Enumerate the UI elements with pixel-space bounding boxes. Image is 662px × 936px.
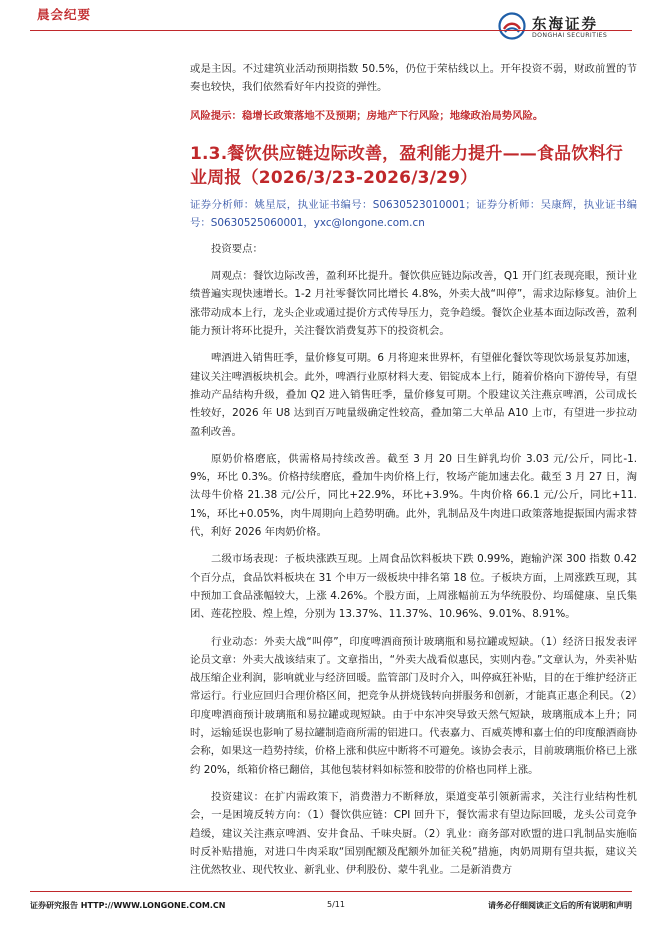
footer-website: 证券研究报告 HTTP://WWW.LONGONE.COM.CN bbox=[30, 901, 226, 910]
section-title: 1.3.餐饮供应链边际改善，盈利能力提升——食品饮料行业周报（2026/3/23-2026/3/29） bbox=[190, 143, 623, 188]
header-divider bbox=[30, 30, 632, 31]
analyst-info: 证券分析师：姚星辰，执业证书编号：S0630523010001；证券分析师：吴康辉，执业证书编号：S0630525060001，yxc@longone.com.cn bbox=[190, 198, 637, 229]
logo-text-cn: 东海证券 bbox=[532, 17, 598, 33]
risk-warning: 风险提示：稳增长政策落地不及预期；房地产下行风险；地缘政治局势风险。 bbox=[190, 109, 544, 122]
logo-text-en: DONGHAI SECURITIES bbox=[532, 32, 608, 39]
page-number: 5/11 bbox=[327, 900, 345, 909]
paragraph-advice: 投资建议：在扩内需政策下，消费潜力不断释放，渠道变革引领新需求，关注行业结构性机会，一是困境反转方向：（1）餐饮供应链：CPI 回升下，餐饮需求有望边际回暖，龙头公司竞争趋缓，建议关注燕京啤酒、安井食品、千味央厨。（2）乳业：商务部对欧盟的进口乳制品实施临时反补贴措施，对进口牛肉采取“国别配额及配额外加征关税”措施，肉奶周期有望共振，建议关注优然牧业、现代牧业、新乳业、伊利股份、蒙牛乳业。二是新消费方 bbox=[190, 790, 637, 877]
paragraph-industry: 行业动态：外卖大战“叫停”，印度啤酒商预计玻璃瓶和易拉罐或短缺。（1）经济日报发表评论员文章：外卖大战该结束了。文章指出，“外卖大战看似惠民，实则内卷。”文章认为，外卖补贴战压缩企业利润，影响就业与经济回暖。监管部门及时介入，叫停疯狂补贴，目的在于维护经济正常运行。行业应回归合理价格区间，把竞争从拼烧钱转向拼服务和创新，才能真正惠企利民。（2）印度啤酒商预计玻璃瓶和易拉罐或现短缺。由于中东冲突导致天然气短缺，玻璃瓶成本上升；同时，运输延误也影响了易拉罐制造商所需的铝进口。代表嘉力、百威英博和嘉士伯的印度酿酒商协会称，如果这一趋势持续，价格上涨和供应中断将不可避免。该协会表示，目前玻璃瓶价格已上涨约 20%，纸箱价格已翻倍，其他包装材料如标签和胶带的价格也同样上涨。 bbox=[190, 635, 637, 776]
investment-points-label: 投资要点： bbox=[211, 242, 263, 255]
company-logo bbox=[498, 12, 628, 46]
paragraph-beer: 啤酒进入销售旺季，量价修复可期。6 月将迎来世界杯，有望催化餐饮等现饮场景复苏加速，建议关注啤酒板块机会。此外，啤酒行业原材料大麦、铝锭成本上行，随着价格向下游传导，有望推动产品结构升级，叠加 Q2 进入销售旺季，量价修复可期。个股建议关注燕京啤酒，公司成长性较好，2026 年 U8 达到百万吨量级确定性较高，叠加第二大单品 A10 上市，有望进一步拉动盈利改善。 bbox=[190, 352, 637, 438]
paragraph-market: 二级市场表现：子板块涨跌互现。上周食品饮料板块下跌 0.99%，跑输沪深 300 指数 0.42 个百分点，食品饮料板块在 31 个申万一级板块中排名第 18 位。子板块方面，上周涨跌互现，其中预加工食品涨幅较大，上涨 4.26%。个股方面，上周涨幅前五为华统股份、均瑶健康、皇氏集团、莲花控股、煌上煌，分别为 13.37%、11.37%、10.96%、9.01%、8.91%。 bbox=[190, 553, 637, 621]
footer-disclaimer: 请务必仔细阅读正文后的所有说明和声明 bbox=[488, 901, 632, 910]
donghai-logo-icon bbox=[498, 12, 526, 40]
header-title: 晨会纪要 bbox=[37, 7, 92, 22]
paragraph-milk: 原奶价格磨底，供需格局持续改善。截至 3 月 20 日生鲜乳均价 3.03 元/公斤，同比-1.9%，环比 0.3%。价格持续磨底，叠加牛肉价格上行，牧场产能加速去化。截至 3 月 27 日，淘汰母牛价格 21.38 元/公斤，同比+22.9%，环比+3.9%。牛肉价格 66.1 元/公斤，同比+11.1%，环比+0.05%，肉牛周期向上趋势明确。此外，乳制品及牛肉进口政策落地提振国内需求替代，利好 2026 年肉奶价格。 bbox=[190, 452, 637, 539]
footer-divider bbox=[30, 891, 632, 892]
report-body bbox=[190, 60, 637, 879]
intro-paragraph: 或是主因。不过建筑业活动预期指数 50.5%，仍位于荣枯线以上。开年投资不弱，财政前置的节奏也较快，我们依然看好年内投资的弹性。 bbox=[190, 63, 637, 94]
paragraph-macro-view: 周观点：餐饮边际改善，盈利环比提升。餐饮供应链边际改善，Q1 开门红表现亮眼，预计业绩普遍实现快速增长。1-2 月社零餐饮同比增长 4.8%，外卖大战“叫停”，需求边际修复。油价上涨带动成本上行，龙头企业或通过提价方式传导压力，竞争趋缓。餐饮企业基本面边际改善，盈利能力预计将环比提升，关注餐饮消费复苏下的投资机会。 bbox=[190, 270, 637, 338]
